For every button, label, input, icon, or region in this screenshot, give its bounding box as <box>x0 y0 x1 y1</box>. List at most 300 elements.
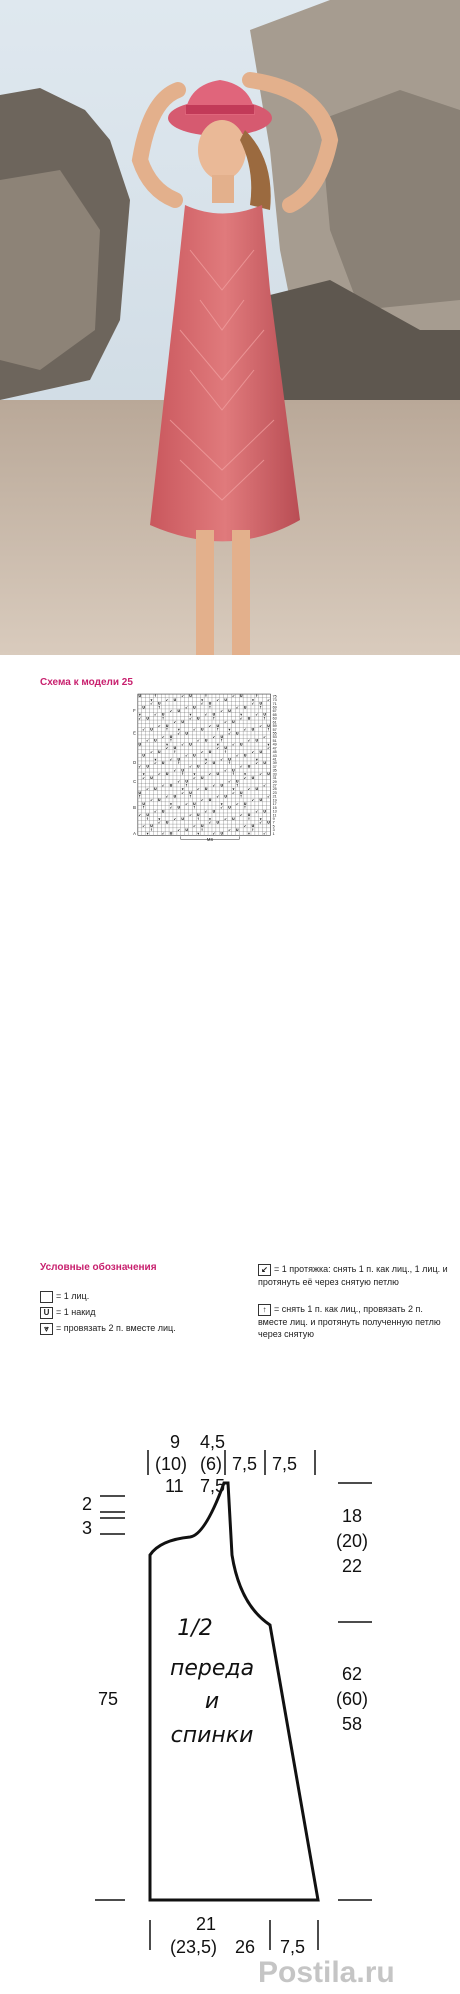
row-number: 71 <box>272 701 277 706</box>
section-letter: D <box>133 760 137 766</box>
top-dim-1: 9 <box>170 1432 181 1452</box>
chart-symbol: ⩔ <box>170 801 172 806</box>
chart-symbol: U <box>228 805 231 810</box>
chart-symbol: ↑ <box>235 783 239 788</box>
chart-symbol: ↙ <box>200 749 204 754</box>
chart-symbol: ↑ <box>263 716 267 721</box>
chart-symbol: U <box>193 705 196 710</box>
chart-symbol: ↙ <box>247 738 251 743</box>
chart-symbol: ↙ <box>239 716 243 721</box>
chart-symbol: U <box>255 738 259 743</box>
right-upper-1: 18 <box>342 1506 363 1526</box>
chart-symbol: ↙ <box>200 798 204 803</box>
chart-symbol: ⩔ <box>189 712 192 717</box>
chart-grid <box>138 694 271 836</box>
chart-symbol: U <box>208 798 212 803</box>
row-number: 61 <box>272 720 277 725</box>
chart-symbol: ↑ <box>267 727 270 732</box>
chart-symbol: U <box>208 701 212 706</box>
row-number: 57 <box>272 727 277 732</box>
chart-symbol: ↙ <box>216 697 220 702</box>
chart-symbol: ↑ <box>161 716 165 721</box>
row-number: 41 <box>272 757 277 762</box>
row-number: 23 <box>272 790 277 795</box>
chart-symbol: ↙ <box>196 787 200 792</box>
chart-symbol: ⩔ <box>228 727 231 732</box>
chart-symbol: U <box>146 813 149 818</box>
chart-symbol: U <box>232 816 235 821</box>
chart-symbol: ↙ <box>212 783 216 788</box>
chart-symbol: U <box>200 727 204 732</box>
garment-schematic <box>0 1390 460 1990</box>
chart-symbol: ⩔ <box>166 742 169 747</box>
knit-symbol <box>40 1291 53 1303</box>
legend-title: Условные обозначения <box>40 1262 157 1273</box>
chart-symbol: U <box>177 757 181 762</box>
chart-symbol: ↙ <box>216 794 220 799</box>
ms-label: MS <box>206 837 214 843</box>
chart-symbol: ↙ <box>161 735 165 740</box>
chart-symbol: U <box>200 775 204 780</box>
bottom-dim-2: (23,5) <box>170 1937 218 1957</box>
piece-label-1: 1/2 <box>177 1616 213 1641</box>
right-upper-2: (20) <box>336 1531 369 1551</box>
chart-symbol: ↙ <box>212 735 216 740</box>
chart-symbol: U <box>255 787 259 792</box>
chart-symbol: U <box>267 820 270 825</box>
chart-symbol: U <box>189 694 192 699</box>
chart-symbol: U <box>173 697 177 702</box>
row-number: 5 <box>272 824 275 829</box>
chart-symbol: ↑ <box>173 749 177 754</box>
top-dim-3: 11 <box>165 1476 184 1496</box>
chart-symbol: ↙ <box>228 779 231 784</box>
chart-symbol: U <box>263 761 267 766</box>
chart-symbol: U <box>216 820 220 825</box>
chart-symbol: ↙ <box>138 813 142 818</box>
chart-symbol: ↑ <box>231 772 235 777</box>
row-number: 43 <box>272 753 277 758</box>
piece-label-2: переда <box>169 1656 255 1681</box>
row-number: 51 <box>272 738 277 743</box>
chart-symbol: U <box>196 764 200 769</box>
chart-symbol: ↙ <box>173 768 177 773</box>
row-number: 7 <box>272 820 275 825</box>
chart-symbol: U <box>247 813 251 818</box>
chart-symbol: U <box>232 768 235 773</box>
chart-symbol: ⩔ <box>201 697 204 702</box>
chart-symbol: U <box>196 813 200 818</box>
chart-symbol: ↙ <box>228 731 231 736</box>
chart-symbol: ↑ <box>146 816 150 821</box>
chart-symbol: ↑ <box>255 694 259 699</box>
chart-symbol: U <box>150 824 153 829</box>
ssk-symbol: ↙ <box>258 1264 271 1276</box>
chart-symbol: ↙ <box>177 827 181 832</box>
row-number: 31 <box>272 776 277 781</box>
chart-symbol: U <box>169 783 173 788</box>
k2tog-symbol: ⩔ <box>40 1323 53 1335</box>
chart-symbol: U <box>247 764 251 769</box>
chart-symbol: U <box>157 701 161 706</box>
chart-symbol: U <box>216 723 220 728</box>
chart-symbol: U <box>212 761 216 766</box>
chart-symbol: ↑ <box>251 827 255 832</box>
chart-symbol: ↙ <box>212 831 216 836</box>
chart-symbol: ↙ <box>251 749 255 754</box>
chart-symbol: ↙ <box>165 697 169 702</box>
chart-symbol: U <box>181 720 185 725</box>
section-letter: A <box>133 830 136 836</box>
chart-symbol: U <box>157 798 161 803</box>
chart-symbol: U <box>251 727 255 732</box>
chart-symbol: ⩔ <box>146 831 149 836</box>
chart-symbol: ↙ <box>153 809 157 814</box>
chart-symbol: ↙ <box>231 742 235 747</box>
chart-symbol: U <box>146 716 149 721</box>
chart-symbol: U <box>154 738 157 743</box>
chart-symbol: U <box>177 805 181 810</box>
chart-symbol: ⩔ <box>240 712 243 717</box>
chart-symbol: ↙ <box>142 727 146 732</box>
row-number: 3 <box>272 828 275 833</box>
chart-symbol: ↙ <box>173 720 177 725</box>
chart-symbol: U <box>177 709 181 714</box>
chart-symbol: U <box>193 801 196 806</box>
chart-symbol: ↙ <box>251 798 255 803</box>
chart-symbol: ⩔ <box>181 787 184 792</box>
chart-symbol: U <box>251 824 255 829</box>
chart-symbol: U <box>235 731 239 736</box>
chart-symbol: ↙ <box>259 772 263 777</box>
top-dim-8: 7,5 <box>272 1454 298 1474</box>
chart-symbol: ⩔ <box>267 742 270 747</box>
chart-symbol: U <box>150 727 153 732</box>
right-lower-1: 62 <box>342 1664 363 1684</box>
chart-symbol: ⩔ <box>197 831 200 836</box>
chart-symbol: ↙ <box>169 805 173 810</box>
chart-symbol: ↙ <box>228 827 231 832</box>
chart-symbol: ↑ <box>153 694 157 699</box>
bottom-dim-1: 21 <box>196 1914 217 1934</box>
chart-symbol: U <box>185 779 189 784</box>
chart-symbol: ↙ <box>208 723 212 728</box>
chart-symbol: ↙ <box>251 701 255 706</box>
chart-symbol: ↙ <box>189 813 192 818</box>
chart-symbol: ↙ <box>204 761 208 766</box>
bottom-dim-3: 26 <box>235 1937 256 1957</box>
section-letter: B <box>133 804 136 810</box>
model-photo <box>0 0 460 655</box>
chart-symbol: ↙ <box>235 753 239 758</box>
bottom-dim-4: 7,5 <box>280 1937 306 1957</box>
knitting-chart <box>38 693 438 983</box>
chart-symbol: U <box>169 831 173 836</box>
chart-symbol: U <box>228 709 231 714</box>
chart-symbol: ↑ <box>224 749 228 754</box>
chart-symbol: ↙ <box>150 749 153 754</box>
chart-symbol: ↙ <box>161 831 165 836</box>
chart-symbol: ↑ <box>196 816 200 821</box>
chart-symbol: ⩔ <box>154 757 157 762</box>
chart-symbol: ↙ <box>146 787 150 792</box>
chart-symbol: ↙ <box>181 694 185 699</box>
chart-symbol: U <box>259 798 263 803</box>
row-number: 21 <box>272 794 277 799</box>
section-letter: F <box>133 708 136 714</box>
chart-symbol: U <box>138 790 142 795</box>
row-number: 45 <box>272 750 277 755</box>
chart-symbol: ↙ <box>185 753 189 758</box>
row-number: 25 <box>272 787 277 792</box>
chart-symbol: ↑ <box>189 794 192 799</box>
row-number: 47 <box>272 746 277 751</box>
chart-symbol: ↙ <box>165 746 169 751</box>
chart-symbol: ↙ <box>169 757 173 762</box>
chart-symbol: ↙ <box>224 768 228 773</box>
row-number: 63 <box>272 716 277 721</box>
chart-symbol: U <box>165 723 169 728</box>
chart-symbol: U <box>224 697 228 702</box>
chart-symbol: ↑ <box>220 738 224 743</box>
yarnover-symbol: U <box>40 1307 53 1319</box>
chart-symbol: ↑ <box>169 738 173 743</box>
legend-item-sk2p: ↑ = снять 1 п. как лиц., провязать 2 п. вместе лиц. и протянуть полученную петлю через снятую <box>258 1304 441 1339</box>
row-number: 27 <box>272 783 277 788</box>
chart-symbol: U <box>138 694 142 699</box>
chart-symbol: U <box>173 746 177 751</box>
chart-symbol: U <box>239 694 243 699</box>
chart-symbol: ↙ <box>239 764 243 769</box>
top-dim-4: 4,5 <box>200 1432 226 1452</box>
chart-symbol: U <box>220 831 224 836</box>
chart-symbol: U <box>173 794 177 799</box>
chart-symbol: ↙ <box>196 738 200 743</box>
chart-symbol: ↙ <box>267 697 270 702</box>
chart-symbol: ↙ <box>224 720 228 725</box>
chart-symbol: ↙ <box>255 761 259 766</box>
chart-symbol: ↑ <box>259 705 263 710</box>
chart-symbol: ↑ <box>181 772 185 777</box>
row-number: 9 <box>272 816 275 821</box>
chart-symbol: U <box>267 723 270 728</box>
chart-symbol: ↙ <box>255 712 259 717</box>
chart-symbol: ↙ <box>169 709 173 714</box>
chart-symbol: U <box>185 731 189 736</box>
chart-symbol: ⩔ <box>220 801 223 806</box>
chart-symbol: ↙ <box>161 783 165 788</box>
chart-symbol: ↙ <box>138 764 142 769</box>
chart-symbol: ⩔ <box>216 742 219 747</box>
section-letter: E <box>133 730 136 736</box>
legend-item-k2tog: ⩔ = провязать 2 п. вместе лиц. <box>40 1322 176 1335</box>
chart-symbol: U <box>196 716 200 721</box>
chart-symbol: ⩔ <box>193 772 196 777</box>
row-number: 59 <box>272 724 277 729</box>
piece-label-3: и <box>204 1689 220 1714</box>
chart-symbol: ↑ <box>185 783 189 788</box>
chart-symbol: U <box>251 775 255 780</box>
chart-symbol: ↙ <box>157 723 161 728</box>
chart-symbol: ↑ <box>192 805 196 810</box>
chart-symbol: U <box>224 746 228 751</box>
chart-symbol: U <box>142 801 146 806</box>
chart-symbol: ⩔ <box>158 816 161 821</box>
chart-symbol: ↙ <box>138 716 142 721</box>
chart-symbol: U <box>220 735 224 740</box>
chart-symbol: U <box>212 712 216 717</box>
chart-symbol: ⩔ <box>259 816 262 821</box>
row-number: 73 <box>272 698 277 703</box>
right-lower-3: 58 <box>342 1714 363 1734</box>
chart-symbol: ↙ <box>231 694 235 699</box>
chart-symbol: ⩔ <box>251 697 254 702</box>
chart-symbol: ↙ <box>153 712 157 717</box>
chart-symbol: ↙ <box>185 705 189 710</box>
chart-symbol: U <box>161 809 165 814</box>
chart-symbol: U <box>185 827 189 832</box>
chart-symbol: ↙ <box>267 794 270 799</box>
top-dim-7: 7,5 <box>232 1454 258 1474</box>
chart-symbol: ↑ <box>165 727 169 732</box>
chart-symbol: U <box>235 779 239 784</box>
row-number: 1 <box>272 831 275 836</box>
chart-symbol: ↙ <box>177 731 181 736</box>
row-number: 65 <box>272 712 277 717</box>
chart-symbol: ⩔ <box>205 757 208 762</box>
chart-symbol: ↙ <box>243 727 247 732</box>
chart-symbol: ↙ <box>235 801 239 806</box>
chart-symbol: U <box>181 768 185 773</box>
chart-symbol: ↙ <box>150 701 153 706</box>
chart-symbol: ⩔ <box>142 772 145 777</box>
height-total: 75 <box>98 1689 119 1709</box>
left-mark-3: 3 <box>82 1518 93 1538</box>
chart-symbol: U <box>228 757 231 762</box>
chart-symbol: U <box>150 775 153 780</box>
chart-symbol: U <box>204 787 208 792</box>
chart-symbol: ↑ <box>247 816 251 821</box>
chart-symbol: ↑ <box>212 716 216 721</box>
chart-symbol: ↙ <box>192 727 196 732</box>
chart-symbol: ⩔ <box>255 757 258 762</box>
chart-symbol: ↑ <box>208 705 212 710</box>
chart-symbol: ↙ <box>259 820 263 825</box>
chart-symbol: ⩔ <box>177 727 180 732</box>
chart-symbol: U <box>243 705 247 710</box>
chart-symbol: U <box>259 749 263 754</box>
row-number: 53 <box>272 735 277 740</box>
row-number: 15 <box>272 805 277 810</box>
chart-symbol: ↙ <box>255 809 259 814</box>
chart-symbol: ⩔ <box>232 787 235 792</box>
row-number: 11 <box>272 813 277 818</box>
chart-symbol: U <box>239 742 243 747</box>
chart-symbol: ↙ <box>200 701 204 706</box>
row-number: 55 <box>272 731 277 736</box>
row-number: 33 <box>272 772 277 777</box>
chart-symbol: ↑ <box>200 827 204 832</box>
top-dim-5: (6) <box>200 1454 222 1474</box>
chart-symbol: ↙ <box>220 757 224 762</box>
chart-symbol: U <box>204 738 208 743</box>
row-number: 69 <box>272 705 277 710</box>
chart-symbol: ↙ <box>157 820 161 825</box>
chart-symbol: ⩔ <box>209 816 211 821</box>
chart-symbol: ↑ <box>243 805 247 810</box>
chart-symbol: U <box>239 790 243 795</box>
chart-symbol: U <box>138 742 142 747</box>
chart-symbol: ↙ <box>189 716 192 721</box>
chart-symbol: U <box>189 790 192 795</box>
chart-symbol: U <box>220 783 224 788</box>
chart-symbol: U <box>161 761 165 766</box>
chart-symbol: ↙ <box>247 787 251 792</box>
chart-symbol: ↙ <box>263 783 267 788</box>
chart-symbol: ⩔ <box>150 697 153 702</box>
row-number: 49 <box>272 742 277 747</box>
chart-symbol: ↑ <box>157 705 161 710</box>
chart-symbol: U <box>165 772 169 777</box>
chart-symbol: ↑ <box>177 761 181 766</box>
chart-symbol: U <box>193 753 196 758</box>
chart-symbol: U <box>165 820 169 825</box>
chart-symbol: ↙ <box>165 794 169 799</box>
chart-symbol: ⩔ <box>248 831 250 836</box>
chart-symbol: ↙ <box>177 779 181 784</box>
chart-symbol: ↙ <box>181 742 185 747</box>
chart-symbol: U <box>243 753 247 758</box>
chart-symbol: U <box>263 712 267 717</box>
chart-symbol: ↙ <box>189 764 192 769</box>
chart-symbol: U <box>142 753 146 758</box>
chart-symbol: U <box>243 801 247 806</box>
legend-item-yarnover: U = 1 накид <box>40 1306 95 1319</box>
chart-symbol: ↙ <box>157 772 161 777</box>
left-mark-2: 2 <box>82 1494 93 1514</box>
chart-symbol: ↙ <box>142 775 146 780</box>
chart-symbol: U <box>208 749 212 754</box>
row-number: 29 <box>272 779 277 784</box>
piece-outline <box>150 1483 318 1900</box>
row-number: 37 <box>272 764 277 769</box>
chart-symbol: ↙ <box>231 790 235 795</box>
chart-symbol: ⩔ <box>138 712 141 717</box>
chart-symbol: ↙ <box>146 738 150 743</box>
legend-item-ssk: ↙ = 1 протяжка: снять 1 п. как лиц., 1 лиц. и протянуть её через снятую петлю <box>258 1264 448 1287</box>
chart-symbol: U <box>157 749 161 754</box>
chart-symbol: ↙ <box>204 809 208 814</box>
row-number: 39 <box>272 761 277 766</box>
chart-symbol: ↙ <box>208 820 212 825</box>
section-letter: C <box>133 778 137 784</box>
chart-symbol: ↙ <box>192 775 196 780</box>
chart-symbol: U <box>181 816 185 821</box>
chart-symbol: U <box>142 705 146 710</box>
legend-item-knit: = 1 лиц. <box>40 1290 89 1303</box>
top-dim-6: 7,5 <box>200 1476 226 1496</box>
chart-symbol: ↙ <box>142 824 146 829</box>
chart-symbol: ↙ <box>216 746 220 751</box>
chart-symbol: ↙ <box>259 723 263 728</box>
chart-symbol: U <box>200 824 204 829</box>
chart-symbol: ↙ <box>185 801 189 806</box>
chart-symbol: ↙ <box>220 709 224 714</box>
row-number: 35 <box>272 768 277 773</box>
chart-symbol: U <box>146 764 149 769</box>
chart-symbol: U <box>154 787 157 792</box>
chart-symbol: U <box>189 742 192 747</box>
